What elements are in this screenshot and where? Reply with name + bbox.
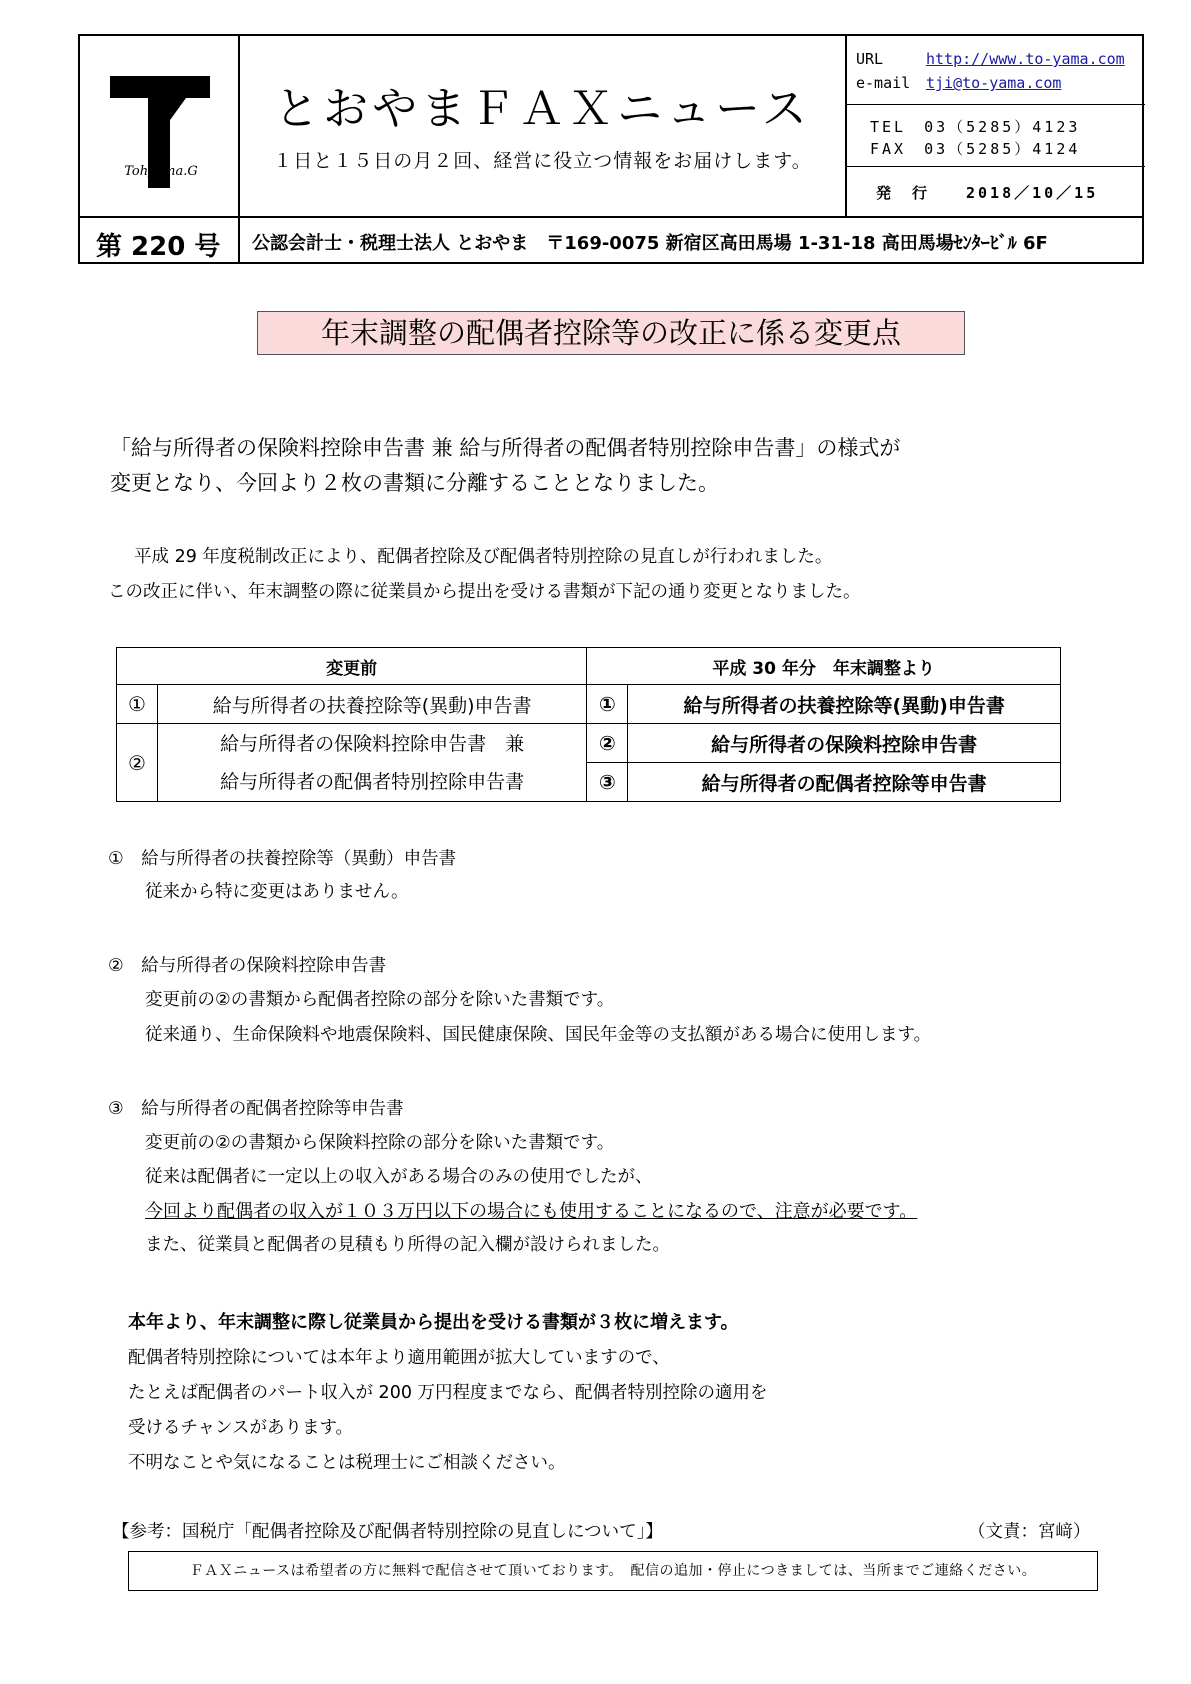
phone-number: TEL 03（5285）4123 <box>870 118 1081 136</box>
table-cell-num: ① <box>587 685 628 724</box>
table-cell-num: ① <box>117 685 158 724</box>
email-link[interactable]: tji@to-yama.com <box>926 74 1062 92</box>
reference-note: 【参考：国税庁「配偶者控除及び配偶者特別控除の見直しについて」】 <box>112 1522 663 1542</box>
section-line: 従来は配偶者に一定以上の収入がある場合のみの使用でしたが、 <box>145 1167 653 1187</box>
lead-line: 「給与所得者の保険料控除申告書 兼 給与所得者の配偶者特別控除申告書」の様式が <box>110 436 901 460</box>
closing-line: 受けるチャンスがあります。 <box>128 1418 354 1438</box>
footer-notice: ＦＡＸニュースは希望者の方に無料で配信させて頂いております。 配信の追加・停止につきましては、当所までご連絡ください。 <box>128 1551 1098 1591</box>
table-cell: 給与所得者の保険料控除申告書 <box>628 724 1061 763</box>
logo-caption: Tohyama.G <box>124 164 198 179</box>
article-title: 年末調整の配偶者控除等の改正に係る変更点 <box>257 311 965 355</box>
table-cell-num: ③ <box>587 763 628 802</box>
closing-line: 不明なことや気になることは税理士にご相談ください。 <box>128 1453 566 1473</box>
section-heading: ② 給与所得者の保険料控除申告書 <box>108 956 387 976</box>
url-label: URL <box>856 50 884 68</box>
section-line: 変更前の②の書類から保険料控除の部分を除いた書類です。 <box>145 1133 615 1153</box>
company-logo <box>110 76 210 206</box>
table-cell-line: 給与所得者の配偶者特別控除申告書 <box>220 770 525 793</box>
intro-line: 平成 29 年度税制改正により、配偶者控除及び配偶者特別控除の見直しが行われました。 <box>134 547 833 567</box>
closing-line: 配偶者特別控除については本年より適用範囲が拡大していますので、 <box>128 1348 670 1368</box>
closing-line: たとえば配偶者のパート収入が 200 万円程度までなら、配偶者特別控除の適用を <box>128 1383 768 1403</box>
issue-date: 発 行 2018／10／15 <box>876 184 1099 202</box>
table-cell-num: ② <box>587 724 628 763</box>
newsletter-header <box>78 34 1144 264</box>
divider <box>845 36 847 216</box>
author-credit: （文責：宮﨑） <box>968 1522 1091 1542</box>
table-cell-line: 給与所得者の保険料控除申告書 兼 <box>220 732 525 755</box>
section-line: 従来から特に変更はありません。 <box>145 882 409 902</box>
email-label: e-mail <box>856 74 911 92</box>
comparison-table <box>116 647 1061 802</box>
section-line: 変更前の②の書類から配偶者控除の部分を除いた書類です。 <box>145 990 615 1010</box>
firm-address: 公認会計士・税理士法人 とおやま 〒169-0075 新宿区高田馬場 1-31-18 高田馬場ｾﾝﾀｰﾋﾞﾙ 6F <box>252 233 1048 254</box>
issue-number: 第 220 号 <box>96 232 221 262</box>
section-line: 従来通り、生命保険料や地震保険料、国民健康保険、国民年金等の支払額がある場合に使用します。 <box>145 1025 932 1045</box>
table-header-after: 平成 30 年分 年末調整より <box>587 648 1061 685</box>
table-header-before: 変更前 <box>117 648 587 685</box>
table-cell: 給与所得者の配偶者控除等申告書 <box>628 763 1061 802</box>
newsletter-subtitle: １日と１５日の月２回、経営に役立つ情報をお届けします。 <box>273 150 812 172</box>
fax-number: FAX 03（5285）4124 <box>870 140 1081 158</box>
section-heading: ① 給与所得者の扶養控除等（異動）申告書 <box>108 849 457 869</box>
divider <box>80 216 1142 218</box>
divider <box>845 104 1145 105</box>
table-cell: 給与所得者の扶養控除等(異動)申告書 <box>158 685 587 724</box>
table-cell <box>158 724 587 802</box>
intro-line: この改正に伴い、年末調整の際に従業員から提出を受ける書類が下記の通り変更となりました。 <box>108 582 861 602</box>
emphasis-line: 今回より配偶者の収入が１０３万円以下の場合にも使用することになるので、注意が必要です。 <box>145 1201 918 1222</box>
table-cell-num: ② <box>117 724 158 802</box>
closing-emphasis: 本年より、年末調整に際し従業員から提出を受ける書類が３枚に増えます。 <box>128 1312 739 1333</box>
newsletter-title: とおやまＦＡＸニュース <box>274 82 811 135</box>
divider <box>845 166 1145 167</box>
table-cell: 給与所得者の扶養控除等(異動)申告書 <box>628 685 1061 724</box>
section-heading: ③ 給与所得者の配偶者控除等申告書 <box>108 1099 404 1119</box>
section-line: また、従業員と配偶者の見積もり所得の記入欄が設けられました。 <box>145 1235 670 1255</box>
lead-line: 変更となり、今回より２枚の書類に分離することとなりました。 <box>110 471 719 495</box>
website-link[interactable]: http://www.to-yama.com <box>926 50 1125 68</box>
